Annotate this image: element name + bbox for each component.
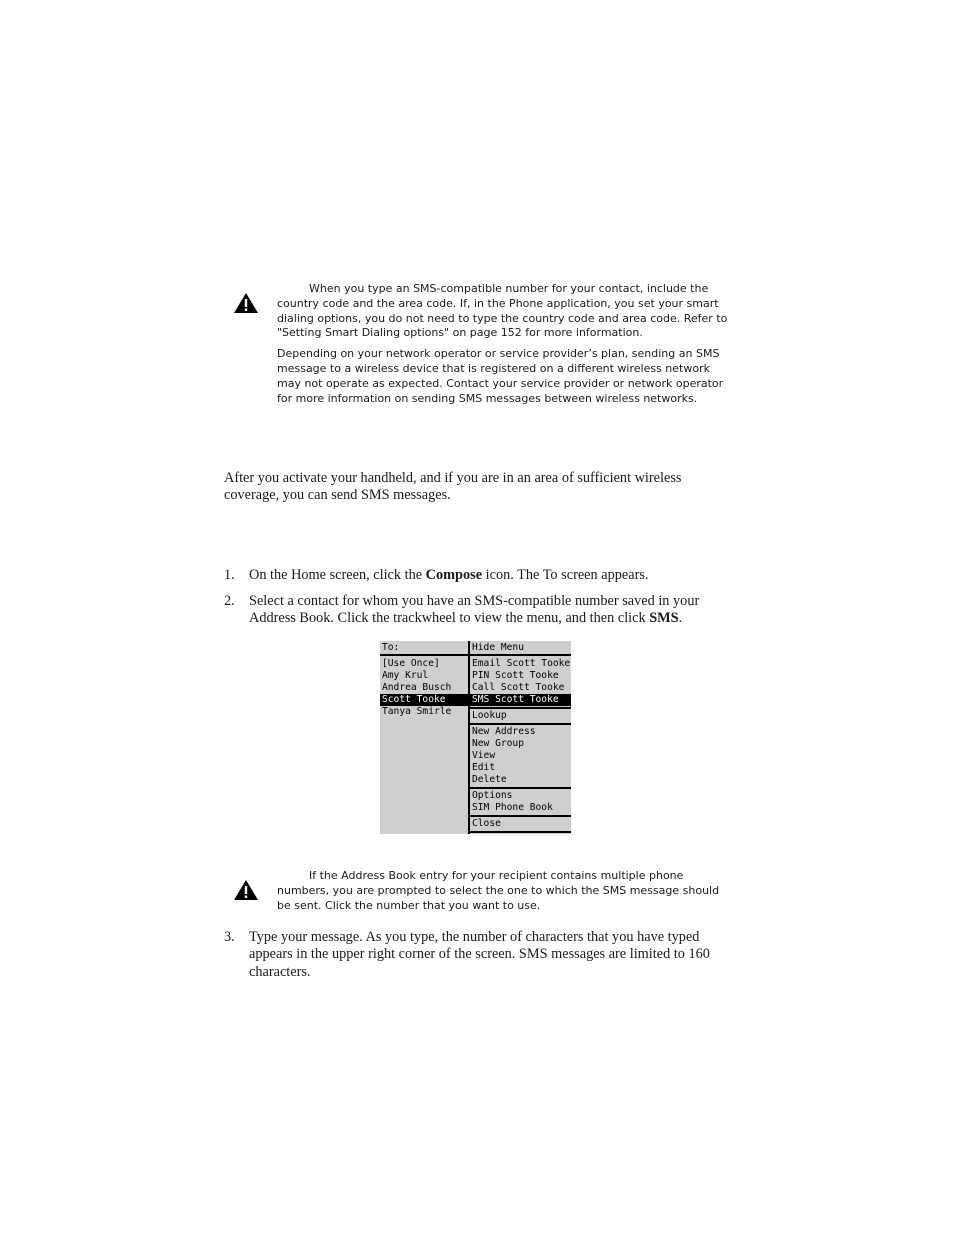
step-text: On the Home screen, click the xyxy=(249,567,426,583)
menu-item[interactable]: Options xyxy=(472,790,513,801)
step-number: 3. xyxy=(224,929,235,945)
menu-item-sms-selected[interactable]: SMS Scott Tooke xyxy=(470,694,571,706)
step-1 xyxy=(224,567,734,584)
note-paragraph: If the Address Book entry for your recipient contains multiple phone numbers, you are prompted to select the one to which the SMS message should be sent. Click the number that you want to use. xyxy=(277,869,720,912)
menu-item-hide-menu[interactable]: Hide Menu xyxy=(470,641,571,656)
contact-list xyxy=(380,641,468,834)
contact-item[interactable]: [Use Once] xyxy=(382,658,440,669)
intro-paragraph xyxy=(224,470,734,505)
note-paragraph: Depending on your network operator or service provider’s plan, sending an SMS message to a wireless device that is registered on a different wireless network may not operate as expected. Contact your service provider or network operator for more information on sending SMS messages between wireless networks. xyxy=(277,347,724,405)
warning-icon xyxy=(233,292,259,314)
warning-icon xyxy=(233,879,259,901)
contact-item[interactable]: Andrea Busch xyxy=(382,682,452,693)
step-bold: SMS xyxy=(649,610,679,627)
menu-item[interactable]: Edit xyxy=(472,762,496,773)
intro-text: After you activate your handheld, and if you are in an area of sufficient wireless coverage, you can send SMS messages. xyxy=(224,470,682,504)
menu-item[interactable]: Email Scott Tooke xyxy=(472,658,571,669)
menu-item[interactable]: View xyxy=(472,750,496,761)
menu-item[interactable]: PIN Scott Tooke xyxy=(472,670,559,681)
to-label: To: xyxy=(380,641,468,656)
contact-item-selected[interactable]: Scott Tooke xyxy=(380,694,468,706)
note-paragraph: When you type an SMS-compatible number for your contact, include the country code and the area code. If, in the Phone application, you set your smart dialing options, you do not need to type the country code and area code. Refer to "Setting Smart Dialing options" on page 152 for more information. xyxy=(277,282,728,340)
menu-item[interactable]: Lookup xyxy=(472,710,507,721)
menu-item[interactable]: Call Scott Tooke xyxy=(472,682,565,693)
contact-item[interactable]: Amy Krul xyxy=(382,670,429,681)
step-bold: Compose xyxy=(425,567,483,583)
menu-item[interactable]: New Group xyxy=(472,738,524,749)
contact-item[interactable]: Tanya Smirle xyxy=(382,706,452,717)
context-menu xyxy=(470,641,571,834)
step-text: Select a contact for whom you have an SMS-compatible number saved in your Address Book. Click the trackwheel to view the menu, and then click xyxy=(249,593,700,627)
step-number: 1. xyxy=(224,567,235,583)
step-text: . xyxy=(678,610,683,627)
warning-note-2 xyxy=(233,869,733,919)
device-screenshot xyxy=(380,641,571,834)
step-text: Type your message. As you type, the number of characters that you have typed appears in the upper right corner of the screen. SMS messages are limited to 160 characters. xyxy=(249,929,710,980)
menu-item[interactable]: Delete xyxy=(472,774,507,785)
warning-note-1 xyxy=(233,282,733,412)
step-number: 2. xyxy=(224,593,235,609)
menu-separator xyxy=(470,831,571,834)
menu-item[interactable]: New Address xyxy=(472,726,536,737)
menu-item[interactable]: Close xyxy=(472,818,501,829)
step-3 xyxy=(224,929,734,981)
step-2 xyxy=(224,593,734,628)
menu-item[interactable]: SIM Phone Book xyxy=(472,802,553,813)
step-text: icon. The To screen appears. xyxy=(482,567,649,583)
